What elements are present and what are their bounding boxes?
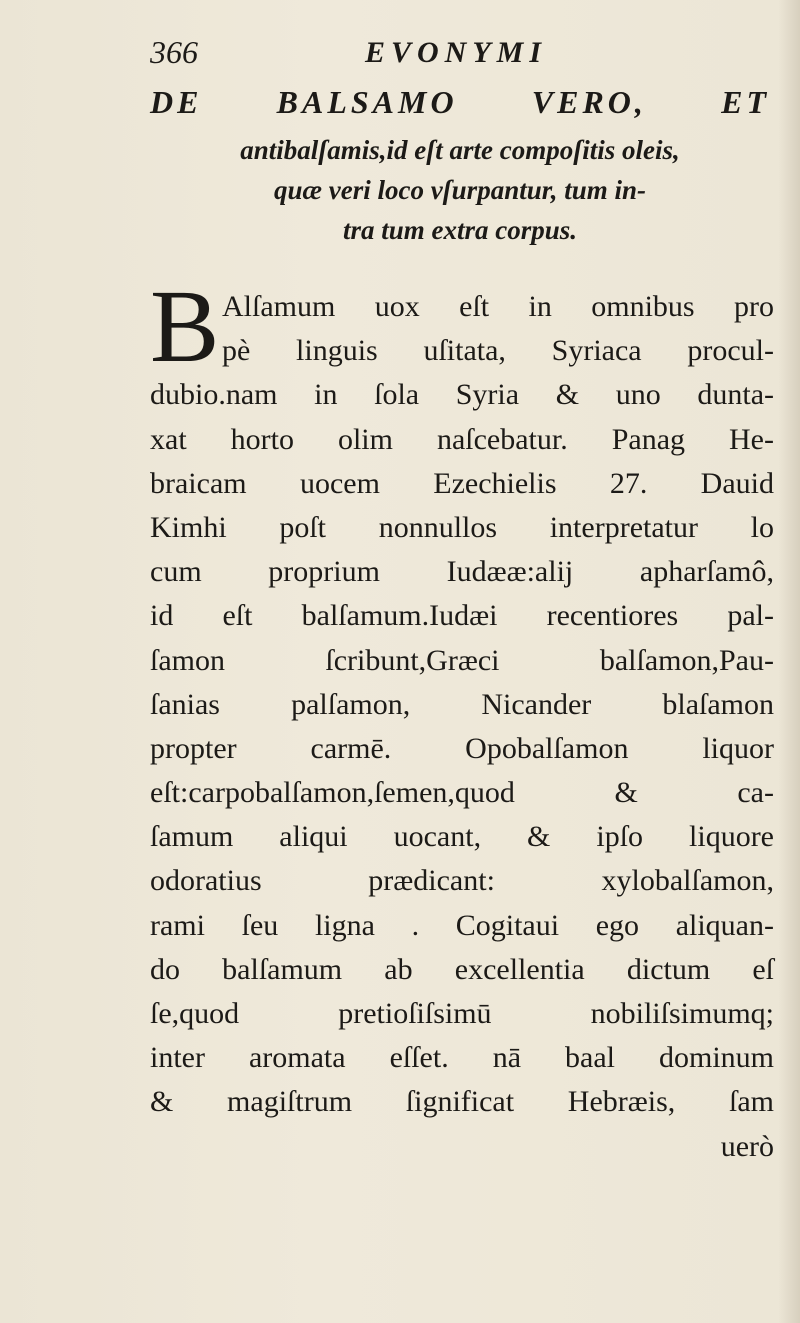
text-line: cum proprium Iudææ:alij apharſamô, xyxy=(150,555,774,589)
text-line: ſe,quod pretioſiſsimū nobiliſsimumq; xyxy=(150,997,774,1030)
text-line: id eſt balſamum.Iudæi recentiores pal- xyxy=(150,599,774,633)
catchword: uerò xyxy=(720,1129,774,1163)
text-line: eſt:carpobalſamon,ſemen,quod & ca- xyxy=(150,776,774,810)
drop-cap: B xyxy=(150,269,220,384)
chapter-title-word: ET xyxy=(721,84,770,120)
body-text xyxy=(150,269,774,1169)
subtitle-line: antibalſamis,id eſt arte compoſitis oleis, xyxy=(240,135,680,165)
text-line: do balſamum ab excellentia dictum eſ xyxy=(150,952,774,986)
chapter-title-word: DE xyxy=(150,84,203,120)
text-line: xat horto olim naſcebatur. Panag He- xyxy=(150,422,774,456)
text-line: braicam uocem Ezechielis 27. Dauid xyxy=(150,466,774,500)
text-line: pè linguis uſitata, Syriaca procul- xyxy=(222,334,774,368)
text-line: ſamon ſcribunt,Græci balſamon,Pau- xyxy=(150,643,774,677)
text-line: inter aromata eſſet. nā baal dominum xyxy=(150,1041,774,1075)
chapter-title-word: VERO, xyxy=(531,84,647,120)
text-line: dubio.nam in ſola Syria & uno dunta- xyxy=(150,378,774,412)
text-line: ſamum aliqui uocant, & ipſo liquore xyxy=(150,820,774,854)
page-number: 366 xyxy=(150,34,198,70)
text-line: odoratius prædicant: xylobalſamon, xyxy=(150,864,774,898)
text-line: Kimhi poſt nonnullos interpretatur lo xyxy=(150,510,774,544)
subtitle-line: quæ veri loco vſurpantur, tum in- xyxy=(273,175,647,205)
text-line: rami ſeu ligna . Cogitaui ego aliquan- xyxy=(150,908,774,942)
running-head: EVONYMI xyxy=(365,36,548,69)
chapter-title xyxy=(150,84,770,121)
text-line: & magiſtrum ſignificat Hebræis, ſam xyxy=(150,1085,774,1119)
text-line: Alſamum uox eſt in omnibus pro xyxy=(222,290,774,323)
subtitle-line: tra tum extra corpus. xyxy=(342,215,578,245)
page-header xyxy=(150,28,750,78)
page-edge-shadow xyxy=(778,0,800,1323)
text-line: propter carmē. Opobalſamon liquor xyxy=(150,731,774,765)
chapter-title-word: BALSAMO xyxy=(276,84,458,120)
chapter-subtitle xyxy=(150,130,770,250)
text-line: ſanias palſamon, Nicander blaſamon xyxy=(150,687,774,721)
